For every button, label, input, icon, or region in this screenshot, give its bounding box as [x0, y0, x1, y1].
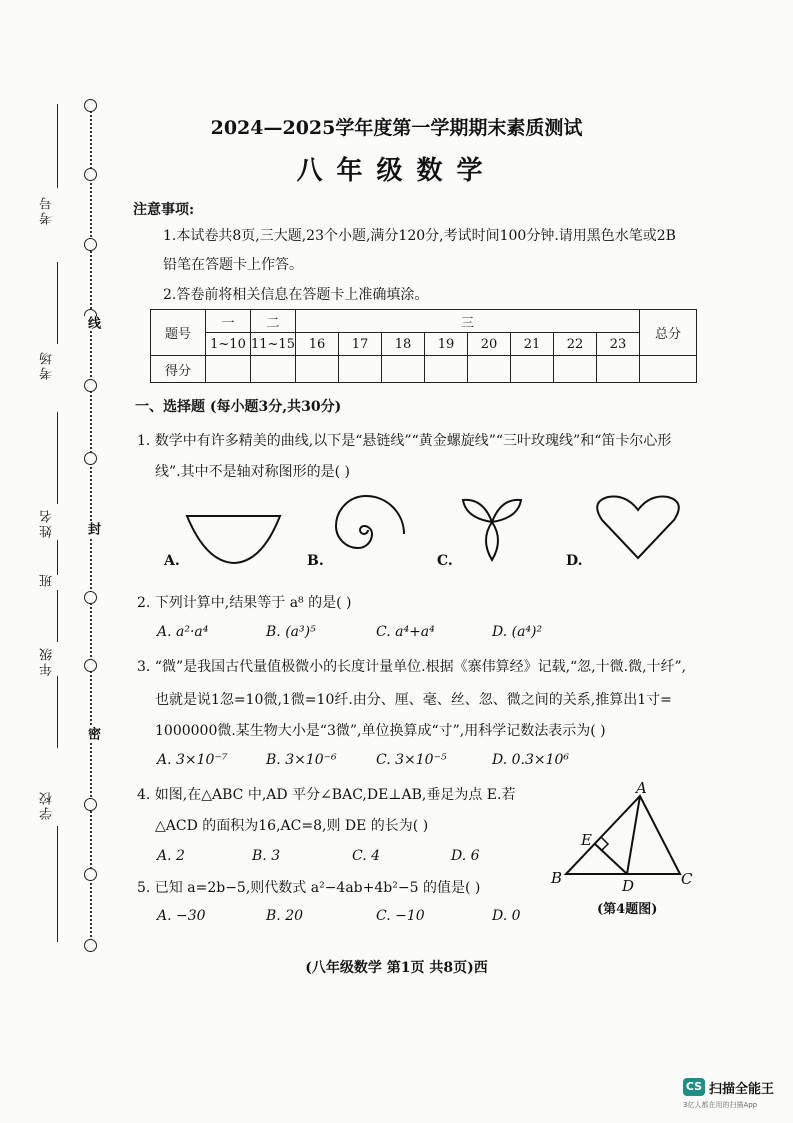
nianji-line-2: [57, 676, 58, 748]
q1-label-d: D.: [566, 553, 583, 569]
q4-line1: 4. 如图,在△ABC 中,AD 平分∠BAC,DE⊥AB,垂足为点 E.若: [137, 787, 516, 803]
col-header: 22: [554, 333, 597, 356]
score-input-cell[interactable]: [511, 356, 554, 383]
kaochang-label: 考场: [40, 350, 55, 380]
q5-option-b: B. 20: [266, 908, 304, 924]
score-input-cell[interactable]: [425, 356, 468, 383]
score-input-cell[interactable]: [339, 356, 382, 383]
notice-item1-line1: 1.本试卷共8页,三大题,23个小题,满分120分,考试时间100分钟.请用黑色水笔或2B: [163, 228, 676, 244]
spiral-figure: [336, 496, 404, 548]
exam-title: 2024—2025学年度第一学期期末素质测试: [210, 117, 583, 139]
seal-char-mi: 密: [85, 727, 100, 742]
catenary-figure: [187, 516, 280, 563]
defen-cell: 得分: [151, 356, 206, 383]
section1-heading: 一、选择题 (每小题3分,共30分): [135, 399, 342, 415]
q1-label-b: B.: [307, 553, 324, 569]
col-header: 16: [296, 333, 339, 356]
q5-option-c: C. −10: [376, 908, 425, 924]
seal-char-feng: 封: [85, 522, 100, 537]
q4-option-b: B. 3: [252, 848, 281, 864]
nianji-line: [57, 590, 58, 642]
kaochang-line: [57, 262, 58, 344]
score-input-cell[interactable]: [206, 356, 251, 383]
binding-hole: [84, 798, 97, 811]
score-input-cell[interactable]: [251, 356, 296, 383]
score-input-cell[interactable]: [468, 356, 511, 383]
q1-line1: 1. 数学中有许多精美的曲线,以下是“悬链线”“黄金螺旋线”“三叶玫瑰线”和“笛卡尔心形: [137, 433, 672, 449]
q4-figure-caption: (第4题图): [597, 902, 658, 917]
xuexiao-label: 学校: [40, 790, 55, 820]
q3-line1: 3. “微”是我国古代量值极微小的长度计量单位.根据《寨伟算经》记载,“忽,十微.微,十纤”,: [137, 659, 687, 675]
binding-hole: [84, 99, 97, 112]
q3-line2: 也就是说1忽=10微,1微=10纤.由分、厘、毫、丝、忽、微之间的关系,推算出1寸=: [155, 692, 672, 708]
binding-hole: [84, 868, 97, 881]
binding-hole: [84, 452, 97, 465]
q1-label-c: C.: [437, 553, 453, 569]
q3-option-d: D. 0.3×10⁶: [492, 752, 570, 768]
tihao-cell: 题号: [151, 310, 206, 356]
nianji-label: 年级: [40, 646, 55, 676]
vertex-label-c: C: [681, 870, 693, 888]
ban-label: 班: [40, 572, 55, 587]
q3-option-b: B. 3×10⁻⁶: [266, 752, 337, 768]
seal-char-xian: 线: [85, 316, 100, 331]
notice-item2: 2.答卷前将相关信息在答题卡上准确填涂。: [163, 287, 429, 303]
camscanner-logo: CS: [683, 1078, 705, 1096]
ban-line: [57, 540, 58, 575]
col-header: 19: [425, 333, 468, 356]
rose-figure: [463, 500, 521, 560]
q1-line2: 线”.其中不是轴对称图形的是( ): [155, 464, 350, 480]
col-header: 21: [511, 333, 554, 356]
col-header: 11~15: [251, 333, 296, 356]
q3-option-c: C. 3×10⁻⁵: [376, 752, 447, 768]
score-input-cell[interactable]: [296, 356, 339, 383]
notice-heading: 注意事项:: [133, 202, 195, 218]
q4-line2: △ACD 的面积为16,AC=8,则 DE 的长为( ): [155, 818, 429, 834]
vertex-label-b: B: [551, 869, 563, 887]
q3-line3: 1000000微.某生物大小是“3微”,单位换算成“寸”,用科学记数法表示为( ): [155, 723, 606, 739]
col-header: 18: [382, 333, 425, 356]
subject-title: 八年级数学: [296, 156, 497, 186]
q2-option-b: B. (a³)⁵: [266, 624, 316, 640]
q1-figures: [150, 490, 710, 575]
q5-stem: 5. 已知 a=2b−5,则代数式 a²−4ab+4b²−5 的值是( ): [137, 880, 481, 896]
q4-option-c: C. 4: [352, 848, 381, 864]
brand-subtitle: 3亿人都在用的扫描App: [683, 1101, 758, 1109]
q2-stem: 2. 下列计算中,结果等于 a⁸ 的是( ): [137, 595, 352, 611]
q2-option-d: D. (a⁴)²: [492, 624, 543, 640]
total-cell: 总分: [640, 310, 697, 356]
part2-cell: 二: [251, 310, 296, 333]
vertex-label-e: E: [581, 831, 592, 849]
binding-hole: [84, 238, 97, 251]
col-header: 17: [339, 333, 382, 356]
part1-cell: 一: [206, 310, 251, 333]
q4-option-a: A. 2: [157, 848, 185, 864]
xuexiao-line: [57, 826, 58, 942]
q1-label-a: A.: [164, 553, 180, 569]
q3-option-a: A. 3×10⁻⁷: [157, 752, 228, 768]
score-input-cell[interactable]: [640, 356, 697, 383]
q2-option-c: C. a⁴+a⁴: [376, 624, 435, 640]
q5-option-a: A. −30: [157, 908, 206, 924]
col-header: 23: [597, 333, 640, 356]
binding-hole: [84, 939, 97, 952]
brand-name: 扫描全能王: [709, 1082, 775, 1097]
vertex-label-a: A: [636, 782, 647, 797]
notice-item1-line2: 铅笔在答题卡上作答。: [163, 257, 303, 273]
q2-option-a: A. a²·a⁴: [157, 624, 209, 640]
col-header: 1~10: [206, 333, 251, 356]
score-table: [150, 309, 697, 383]
heart-figure: [597, 497, 679, 558]
binding-hole: [84, 379, 97, 392]
vertex-label-d: D: [622, 877, 635, 892]
perpendicular-de: [595, 844, 627, 874]
col-header: 20: [468, 333, 511, 356]
kaohao-label: 考号: [40, 195, 55, 225]
right-angle-mark: [601, 837, 608, 851]
score-input-cell[interactable]: [597, 356, 640, 383]
q5-option-d: D. 0: [492, 908, 521, 924]
xingming-label: 姓名: [40, 508, 55, 538]
binding-hole: [84, 659, 97, 672]
part3-cell: 三: [296, 310, 640, 333]
q4-triangle-figure: [548, 782, 708, 892]
q4-option-d: D. 6: [451, 848, 480, 864]
xingming-line: [57, 412, 58, 504]
score-input-cell[interactable]: [382, 356, 425, 383]
page-footer: (八年级数学 第1页 共8页)西: [305, 960, 488, 976]
binding-hole: [84, 591, 97, 604]
score-input-cell[interactable]: [554, 356, 597, 383]
